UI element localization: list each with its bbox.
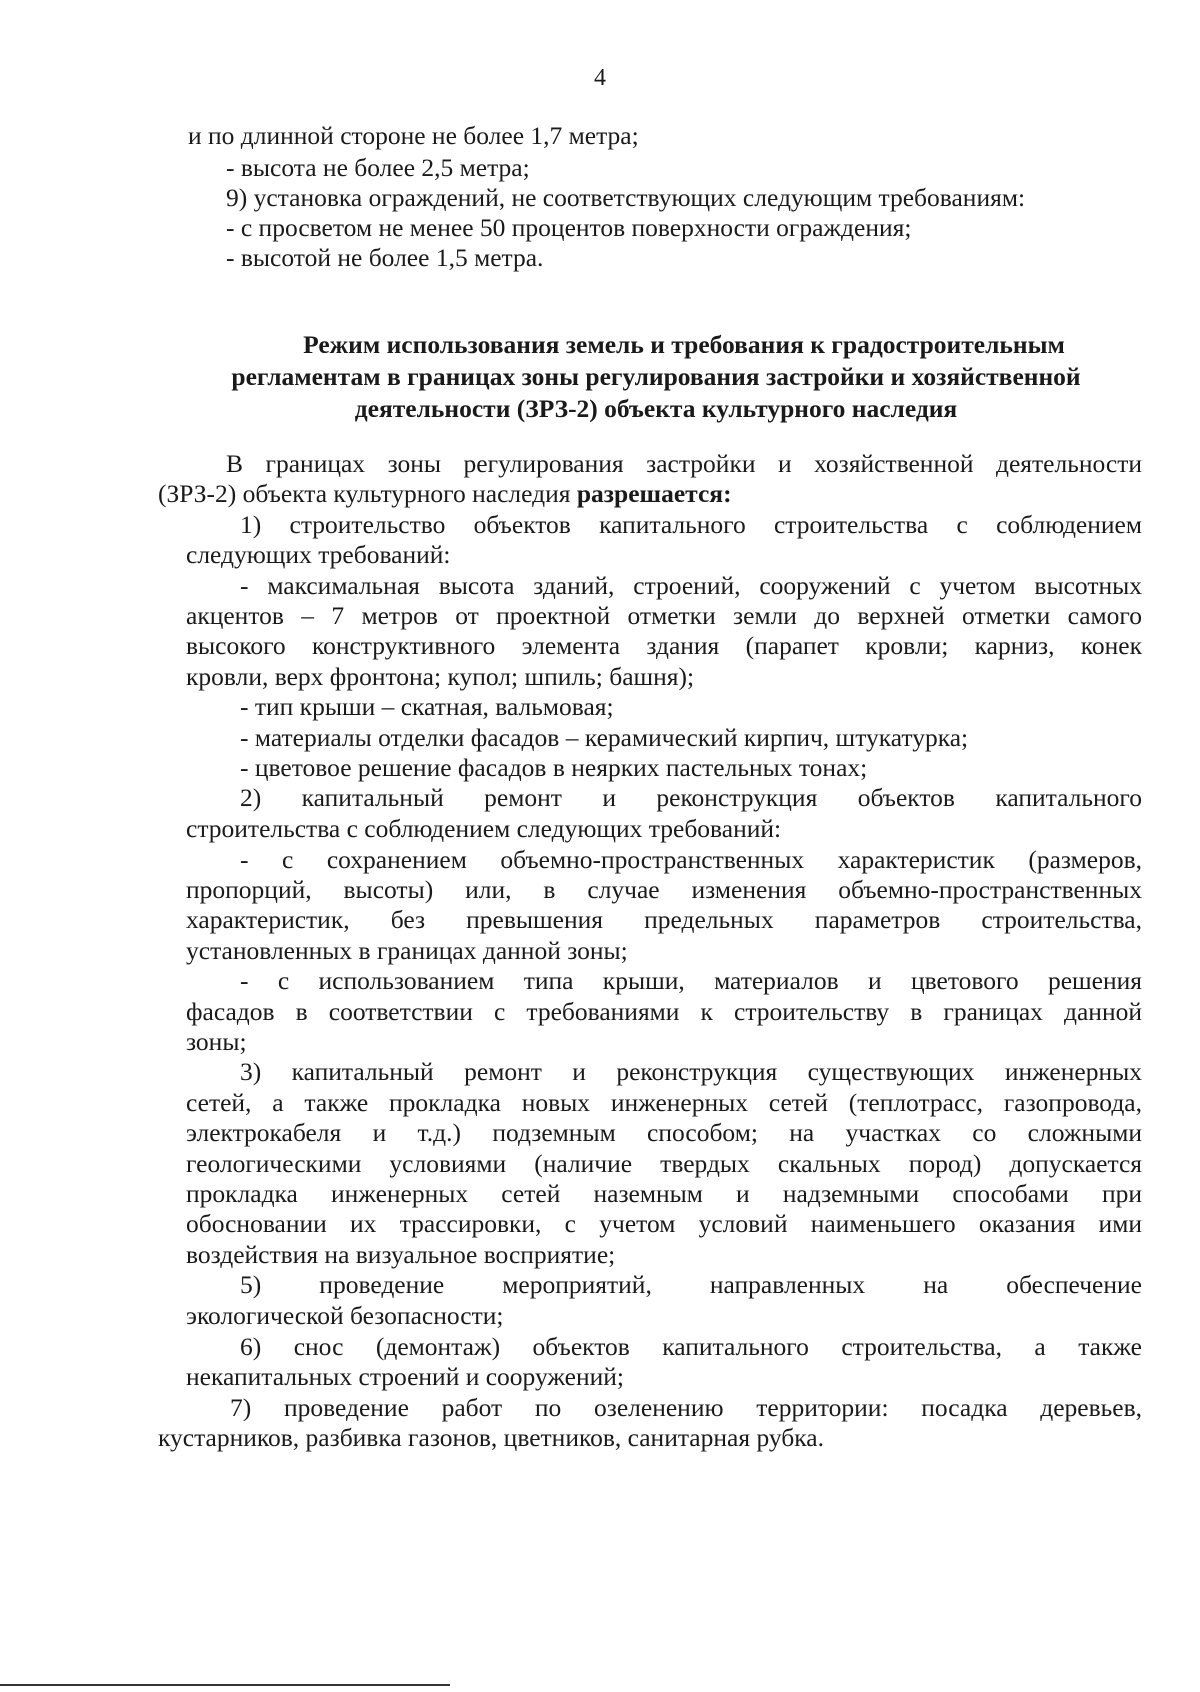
text-line: экологической безопасности;	[186, 1301, 504, 1330]
text-line: - максимальная высота зданий, строений, сооружений с учетом высотных	[240, 571, 1142, 600]
text-line: обосновании их трассировки, с учетом условий наименьшего оказания ими	[186, 1209, 1142, 1238]
text-line: - цветовое решение фасадов в неярких пастельных тонах;	[240, 753, 868, 782]
text-line: - с использованием типа крыши, материалов и цветового решения	[240, 966, 1142, 995]
text-line	[158, 479, 732, 509]
text-line: 6) снос (демонтаж) объектов капитального строительства, а также	[240, 1332, 1142, 1361]
text-line: характеристик, без превышения предельных параметров строительства,	[186, 905, 1142, 934]
title-line: регламентам в границах зоны регулирования застройки и хозяйственной	[231, 362, 1081, 391]
text-line: установленных в границах данной зоны;	[186, 936, 628, 965]
text-line: кустарников, разбивка газонов, цветников, санитарная рубка.	[158, 1423, 824, 1452]
text-line: и по длинной стороне не более 1,7 метра;	[188, 121, 639, 150]
text-line: кровли, верх фронтона; купол; шпиль; башня);	[186, 662, 695, 691]
text-line: прокладка инженерных сетей наземным и надземными способами при	[186, 1179, 1142, 1208]
text-line: 3) капитальный ремонт и реконструкция существующих инженерных	[240, 1057, 1142, 1086]
text-line: фасадов в соответствии с требованиями к строительству в границах данной	[186, 997, 1142, 1026]
text-line: геологическими условиями (наличие твердых скальных пород) допускается	[186, 1149, 1142, 1178]
text-line: электрокабеля и т.д.) подземным способом; на участках со сложными	[186, 1118, 1142, 1147]
text-line: воздействия на визуальное восприятие;	[186, 1240, 616, 1269]
text-line: В границах зоны регулирования застройки и хозяйственной деятельности	[226, 449, 1142, 478]
text-line: некапитальных строений и сооружений;	[186, 1362, 625, 1391]
text-line: - с просветом не менее 50 процентов поверхности ограждения;	[226, 213, 912, 242]
title-line: Режим использования земель и требования к градостроительным	[303, 330, 1065, 359]
text-line: высокого конструктивного элемента здания (парапет кровли; карниз, конек	[186, 631, 1142, 660]
page-number: 4	[594, 65, 606, 91]
intro-bold-word: разрешается:	[576, 479, 732, 508]
text-line: - высота не более 2,5 метра;	[226, 153, 530, 182]
text-line: - с сохранением объемно-пространственных характеристик (размеров,	[240, 845, 1142, 874]
text-line: зоны;	[186, 1027, 247, 1056]
text-line: 9) установка ограждений, не соответствующих следующим требованиям:	[226, 183, 1026, 212]
title-line: деятельности (ЗРЗ-2) объекта культурного наследия	[354, 394, 958, 423]
text-line: 7) проведение работ по озеленению территории: посадка деревьев,	[230, 1393, 1142, 1422]
text-line: пропорций, высоты) или, в случае изменения объемно-пространственных	[186, 875, 1142, 904]
text-line: - материалы отделки фасадов – керамический кирпич, штукатурка;	[240, 723, 969, 752]
text-line: 5) проведение мероприятий, направленных на обеспечение	[240, 1270, 1142, 1299]
text-line: 1) строительство объектов капитального строительства с соблюдением	[240, 510, 1142, 539]
text-line: - высотой не более 1,5 метра.	[226, 243, 544, 272]
text-line: сетей, а также прокладка новых инженерных сетей (теплотрасс, газопровода,	[186, 1088, 1142, 1117]
text-line: 2) капитальный ремонт и реконструкция объектов капитального	[240, 783, 1142, 812]
section-title	[170, 329, 1142, 425]
text-line: акцентов – 7 метров от проектной отметки земли до верхней отметки самого	[186, 601, 1142, 630]
text-line: строительства с соблюдением следующих требований:	[186, 814, 782, 843]
text-line: следующих требований:	[186, 540, 451, 569]
intro-text: (ЗРЗ-2) объекта культурного наследия	[158, 479, 577, 508]
bottom-scan-rule	[0, 1684, 450, 1686]
text-line: - тип крыши – скатная, вальмовая;	[240, 692, 614, 721]
